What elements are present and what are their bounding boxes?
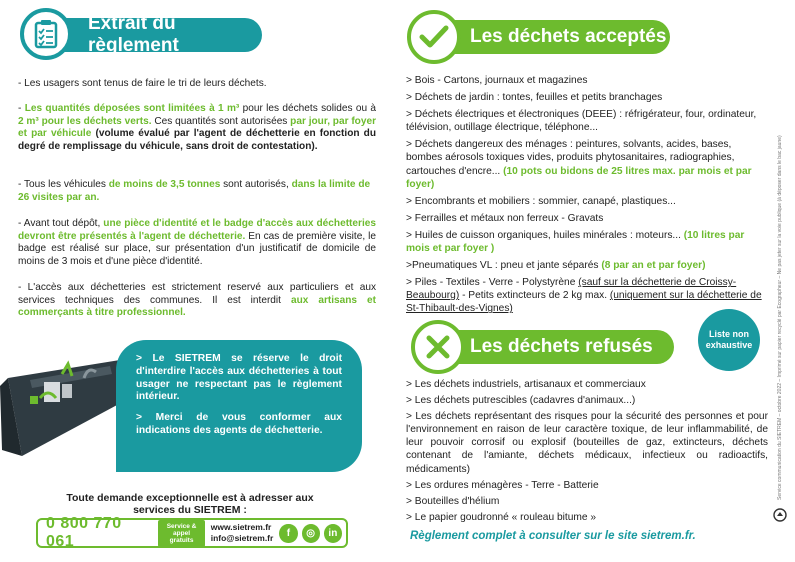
list-item: > Bois - Cartons, journaux et magazines <box>406 75 588 86</box>
rule-sorting: - Les usagers sont tenus de faire le tri de leurs déchets. <box>18 78 267 89</box>
non-exhaustive-badge: Liste non exhaustive <box>698 309 760 371</box>
list-item: > Huiles de cuisson organiques, huiles minérales : moteurs... (10 litres par mois et par foyer ) <box>406 229 745 255</box>
full-rules-link[interactable]: Règlement complet à consulter sur le site sietrem.fr. <box>410 530 696 542</box>
checkmark-icon <box>419 24 449 50</box>
cross-icon <box>425 334 451 360</box>
phone-number[interactable]: 0 800 770 061 <box>46 515 122 550</box>
list-item: > Les déchets putrescibles (cadavres d'animaux...) <box>406 395 636 407</box>
web-contact <box>205 522 280 544</box>
warning-bubble <box>116 340 362 472</box>
side-note: Service communication du SIETREM – octobre 2022 – Imprimé sur papier recyclé par Ecographeur – Ne pas jeter sur la voie publique (à déposer dans le bac jaune) <box>777 135 783 500</box>
facebook-icon[interactable]: f <box>279 524 297 543</box>
website-link[interactable]: www.sietrem.fr <box>210 522 272 532</box>
contact-heading: Toute demande exceptionnelle est à adresser aux services du SIETREM : <box>66 492 314 516</box>
accepted-icon-circle <box>407 10 461 64</box>
accepted-title-pill <box>434 20 670 54</box>
rules-title: Extrait du règlement <box>88 13 179 56</box>
bubble-line-2: > Merci de vous conformer aux indications des agents de déchetterie. <box>136 412 342 436</box>
list-item: >Pneumatiques VL : pneu et jante séparés (8 par an et par foyer) <box>406 260 706 272</box>
contact-box <box>36 515 348 550</box>
refused-title-pill <box>438 330 674 364</box>
instagram-icon[interactable]: ◎ <box>302 524 320 543</box>
list-item: > Piles - Textiles - Verre - Polystyrène (sauf sur la déchetterie de Croissy-Beaubourg) - Petits extincteurs de 2 kg max. (uniquement sur la déchetterie de St-Thibault-des-Vignes) <box>406 277 762 315</box>
list-item: > Déchets électriques et électroniques (DEEE) : réfrigérateur, four, ordinateur, télévision, outillage électrique, téléphone... <box>406 109 757 134</box>
rule-quantities: - Les quantités déposées sont limitées à 1 m³ pour les déchets solides ou à 2 m³ pour les déchets verts. Ces quantités sont autorisées par jour, par foyer et par véhicule (volume évalué par l'agent de déchetterie en fonction du degré de remplissage du véhicule, sans droit de contestation). <box>18 103 377 152</box>
rule-identity: - Avant tout dépôt, une pièce d'identité et le badge d'accès aux déchetteries devront être présentés à l'agent de déchetterie. En cas de première visite, le badge est réalisé sur place, sur présentation d'un justificatif de domicile de moins de 3 mois et d'une pièce d'identité. <box>18 218 376 267</box>
accepted-title: Les déchets acceptés <box>470 26 667 47</box>
list-item: > Le papier goudronné « rouleau bitume » <box>406 511 597 523</box>
rules-title-pill <box>40 13 262 56</box>
accepted-list <box>406 74 766 316</box>
list-item: > Les déchets industriels, artisanaux et commerciaux <box>406 379 646 390</box>
list-item: > Les déchets représentant des risques pour la sécurité des personnes et pour l'environnement en raison de leur caractère toxique, de leur inflammabilité, de leur pouvoir corrosif ou explosif (bouteilles de gaz, extincteurs, déchets contenant de l'amiante, déchets médicaux, infectieux ou radioactifs, médicaments) <box>406 411 768 475</box>
refused-icon-circle <box>411 320 465 374</box>
refused-list <box>406 378 768 524</box>
list-item: > Déchets de jardin : tontes, feuilles et petits branchages <box>406 92 663 104</box>
recycle-icon <box>773 508 787 522</box>
rule-access: - L'accès aux déchetteries est strictement reservé aux particuliers et aux services techniques des communes. Il est interdit aux artisans et commerçants à titre professionnel. <box>18 282 376 319</box>
rule-vehicles: - Tous les véhicules de moins de 3,5 tonnes sont autorisés, dans la limite de 26 visites par an. <box>18 179 371 203</box>
rules-icon-circle <box>20 8 72 60</box>
list-item: > Encombrants et mobiliers : sommier, canapé, plastiques... <box>406 195 676 207</box>
bubble-line-1: > Le SIETREM se réserve le droit d'interdire l'accès aux déchetteries à tout usager ne respectant pas le règlement intérieur. <box>136 353 342 403</box>
linkedin-icon[interactable]: in <box>324 524 342 543</box>
list-item: > Bouteilles d'hélium <box>406 495 500 507</box>
refused-title: Les déchets refusés <box>470 336 653 357</box>
list-item: > Les ordures ménagères - Terre - Batterie <box>406 479 599 491</box>
clipboard-checklist-icon <box>33 19 59 49</box>
list-item: > Ferrailles et métaux non ferreux - Gravats <box>406 212 604 224</box>
email-link[interactable]: info@sietrem.fr <box>210 533 274 543</box>
free-call-tag: Service & appel gratuits <box>158 520 204 547</box>
list-item: > Déchets dangereux des ménages : peintures, solvants, acides, bases, bombes aérosols toxiques vides, produits phytosanitaires, radiographies, cartouches d'encre... (10 pots ou bidons de 25 litres max. par mois et par foyer) <box>406 139 752 190</box>
